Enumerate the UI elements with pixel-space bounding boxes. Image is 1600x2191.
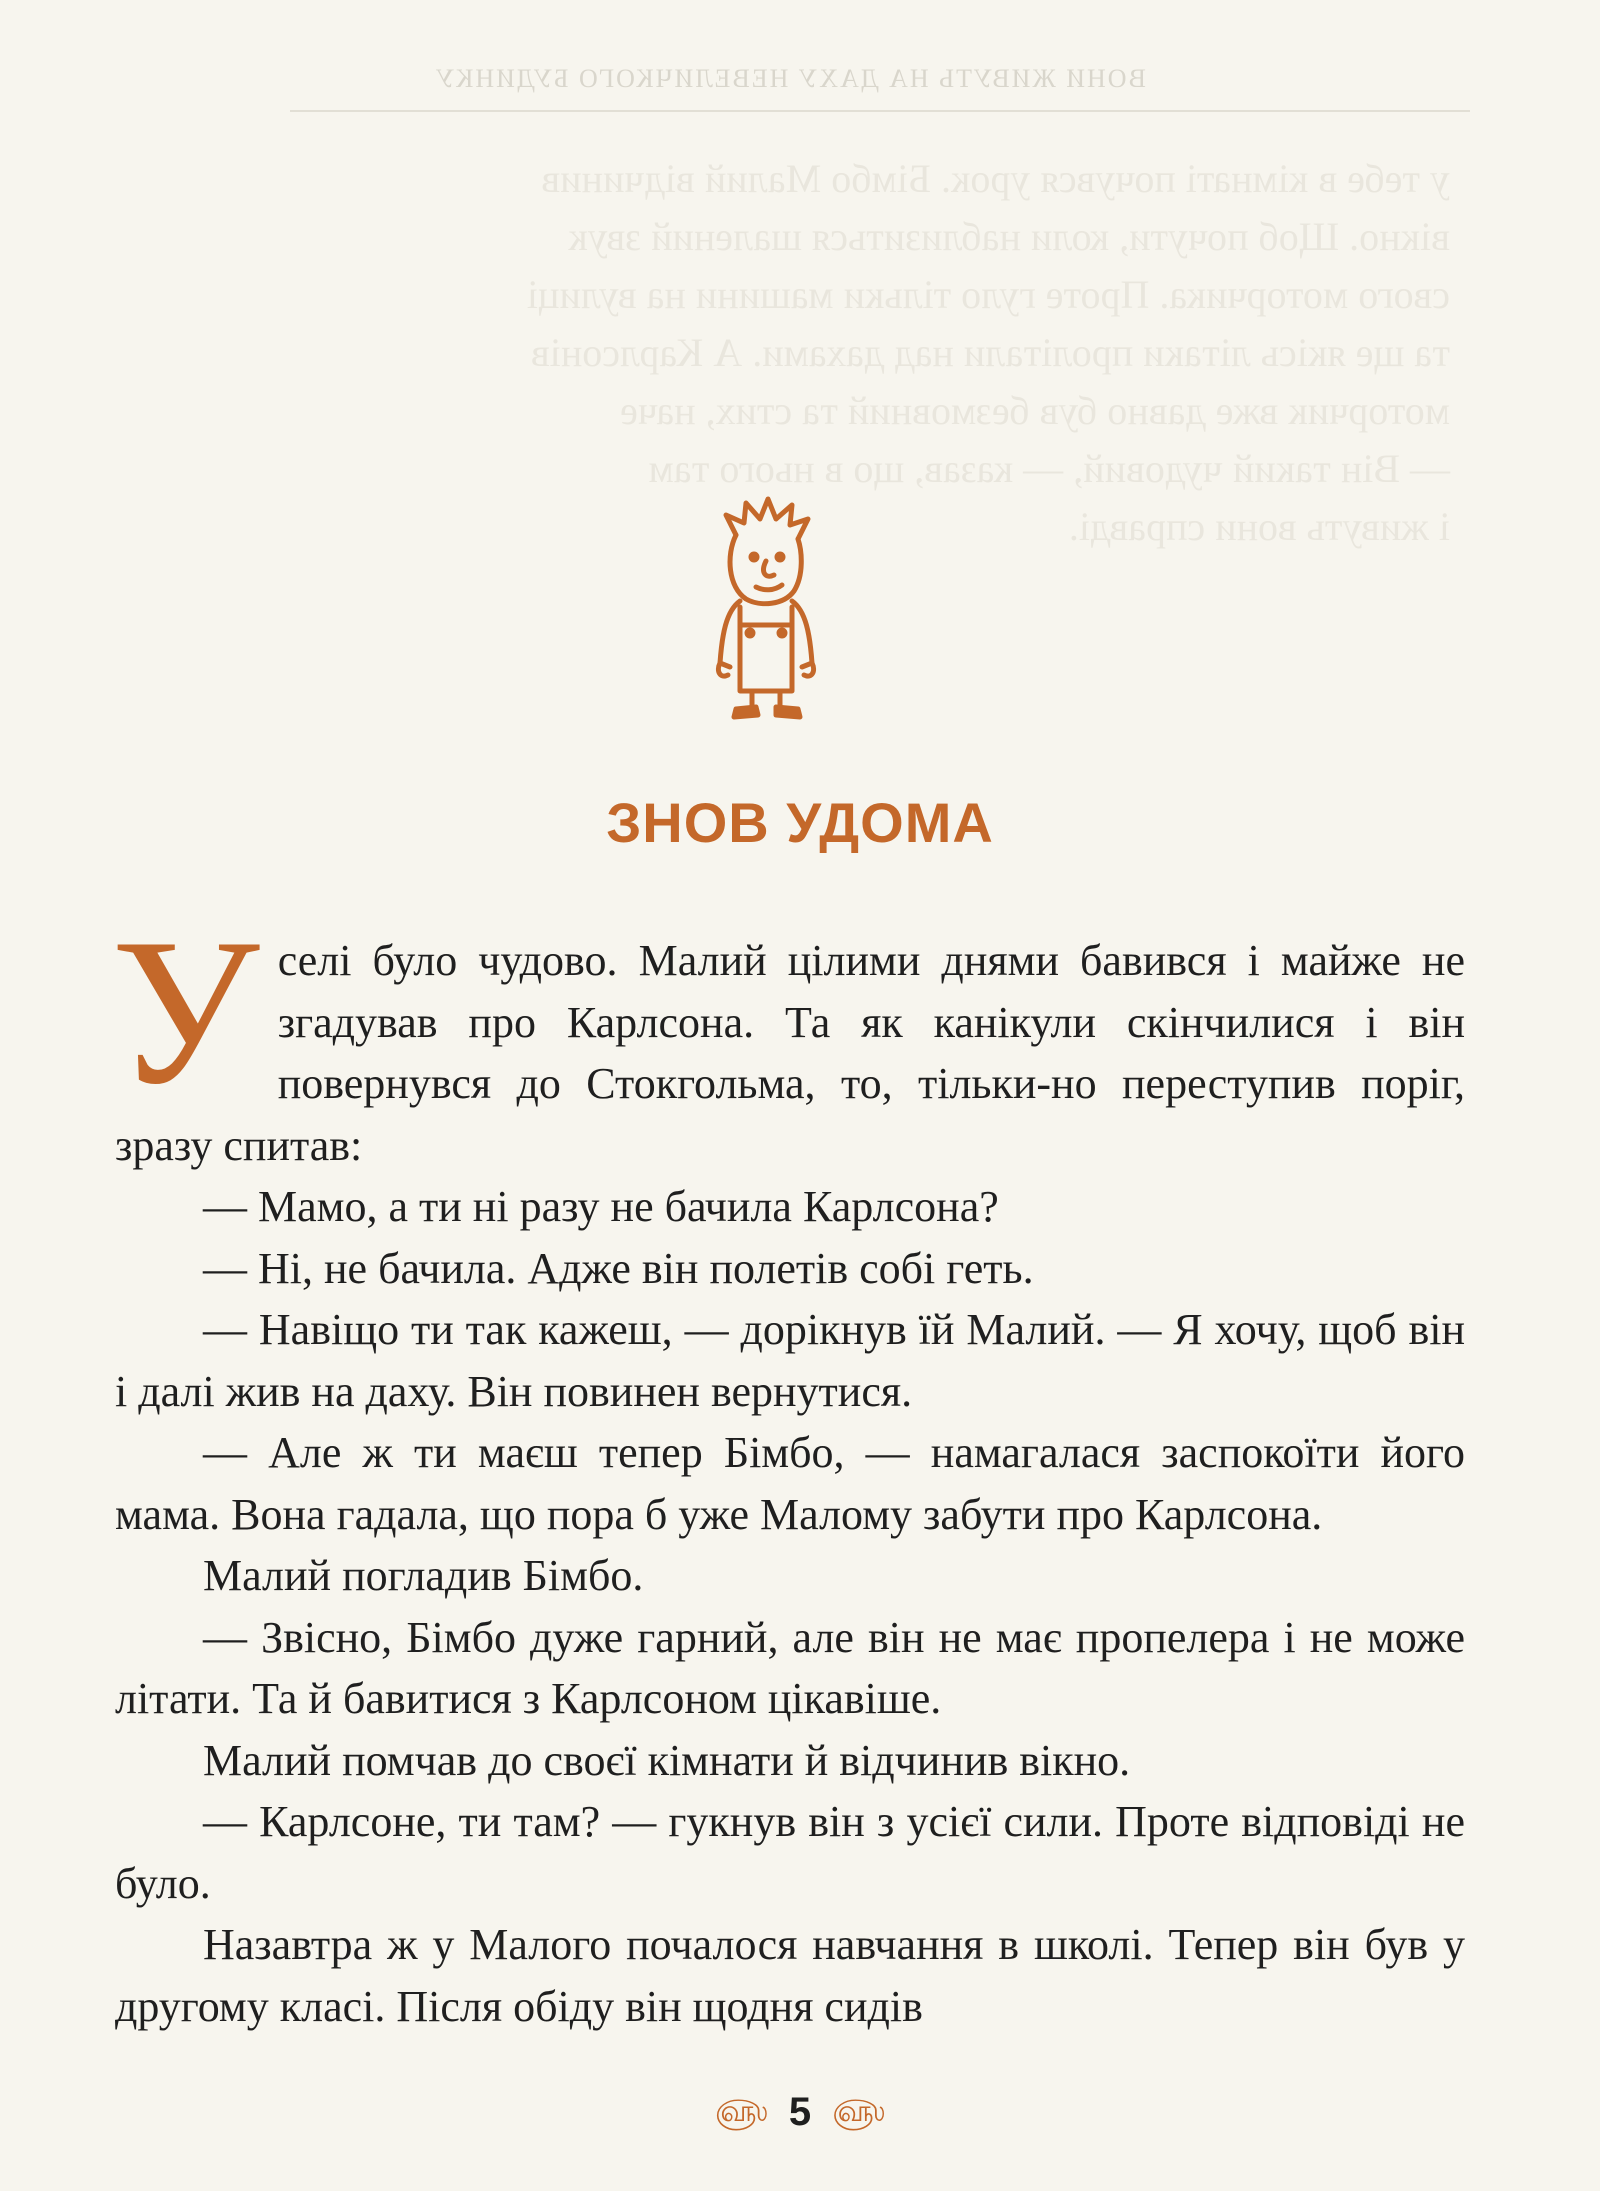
chapter-title: ЗНОВ УДОМА <box>606 791 994 854</box>
boy-illustration-icon <box>696 495 836 725</box>
ghost-line: вікно. Щоб почути, коли наблизиться шалений звук <box>568 214 1450 259</box>
paragraph: Малий помчав до своєї кімнати й відчинив вікно. <box>203 1735 1131 1785</box>
bleed-through-header: ВОНИ ЖИВУТЬ НА ДАХУ НЕВЕЛИЧКОГО БУДИНКУ <box>434 64 1146 93</box>
ghost-line: і живуть вони справді. <box>1068 504 1450 549</box>
paragraph: Малий погладив Бімбо. <box>203 1551 644 1600</box>
ghost-line: та ще якісь літаки пролітали над дахами. А Карлсонів <box>530 330 1450 375</box>
chapter-text <box>111 896 1465 2037</box>
swirl-ornament-icon: ௵ <box>715 2095 768 2129</box>
paragraph: — Але ж ти маєш тепер Бімбо, — намагалася заспокоїти його мама. Вона гадала, що пора б уже Малому забути про Карлсона. <box>115 1428 1465 1539</box>
ghost-line: свого моторчика. Проте гуло тільки машини на вулиці <box>526 272 1450 317</box>
bleed-through-rule <box>290 110 1470 112</box>
page-number: 5 <box>788 2090 812 2134</box>
paragraph: — Звісно, Бімбо дуже гарний, але він не має пропелера і не може літати. Та й бавитися з Карлсоном цікавіше. <box>115 1612 1465 1723</box>
paragraph: — Мамо, а ти ні разу не бачила Карлсона? <box>203 1182 999 1231</box>
paragraph: — Навіщо ти так кажеш, — дорікнув їй Малий. — Я хочу, щоб він і далі жив на даху. Він повинен вернутися. <box>115 1305 1465 1416</box>
paragraph: — Карлсоне, ти там? — гукнув він з усієї сили. Проте відповіді не було. <box>115 1797 1465 1908</box>
ghost-line: моторчик вже давно був безмовний та стих, наче <box>620 388 1450 433</box>
paragraph-text: селі було чудово. Малий цілими днями бавився і майже не згадував про Карлсона. Та як канікули скінчилися і він повернувся до Стокгольма, то, тільки-но переступив поріг, зразу спитав: <box>115 936 1465 1170</box>
drop-cap: У <box>111 896 260 1128</box>
ghost-line: — Він такий чудовий, — казав, що в нього там <box>648 446 1450 491</box>
swirl-ornament-icon: ௵ <box>832 2095 885 2129</box>
paragraph <box>111 896 1465 1176</box>
page-footer <box>0 2090 1600 2135</box>
paragraph: Назавтра ж у Малого почалося навчання в школі. Тепер він був у другому класі. Після обіду він щодня сидів <box>115 1920 1465 2031</box>
paragraph: — Ні, не бачила. Адже він полетів собі геть. <box>203 1243 1034 1293</box>
ghost-line: у тебе в кімнаті почувся урок. Бімбо Малий відчинив <box>541 156 1450 201</box>
